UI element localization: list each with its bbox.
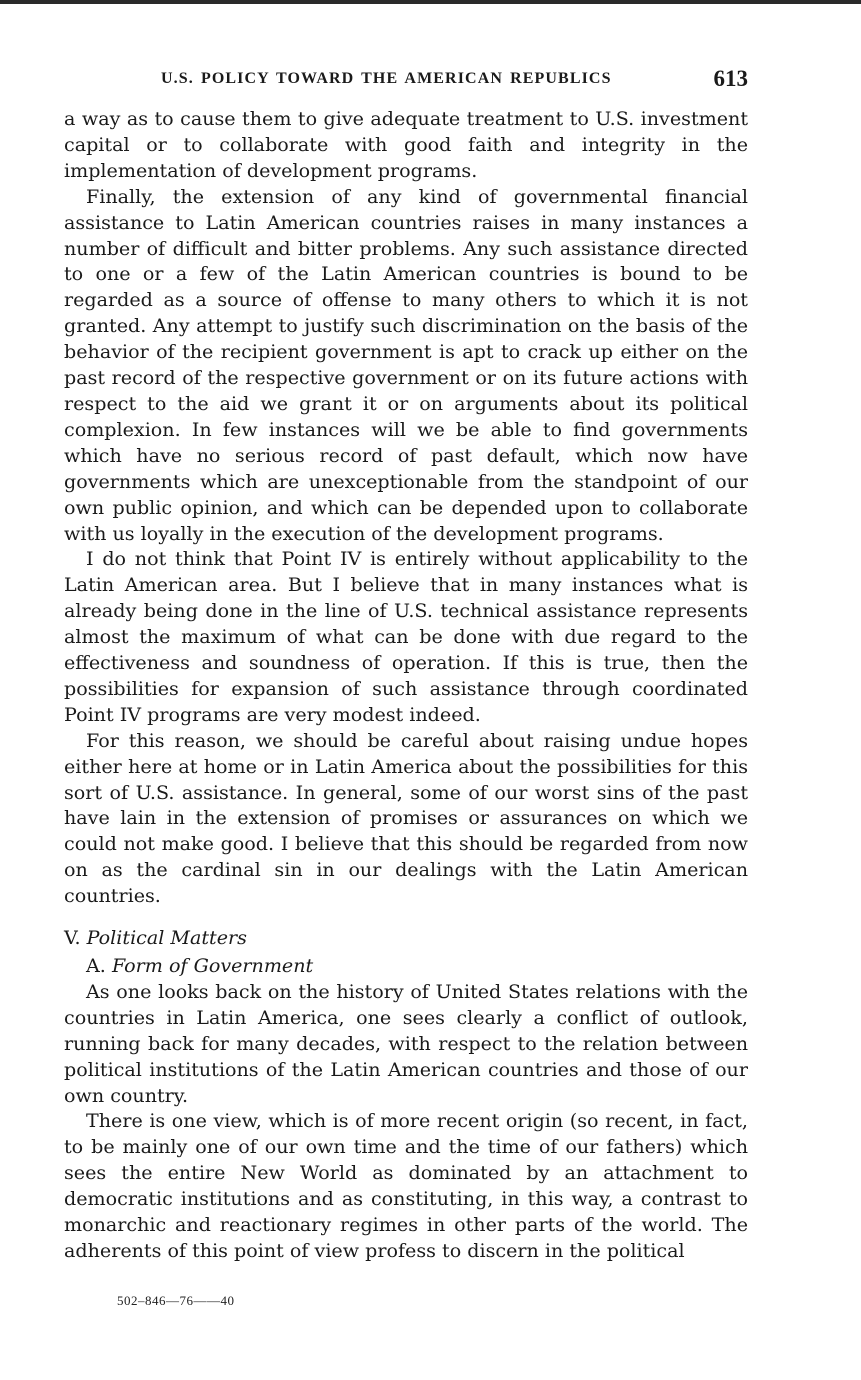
- paragraph-financial-assistance: Finally, the extension of any kind of governmental financial assistance to Latin American countries raises in many instances a number of difficult and bitter problems. Any such assistance directed to one or a few of the Latin American countries is bound to be regarded as a source of offense to many others to which it is not granted. Any attempt to justify such discrimination on the basis of the behavior of the recipient government is apt to crack up either on the past record of the respective government or on its future actions with respect to the aid we grant it or on arguments about its political complexion. In few instances will we be able to find governments which have no serious record of past default, which now have governments which are unexceptionable from the standpoint of our own public opinion, and which can be depended upon to collaborate with us loyally in the execution of the development programs.: [64, 184, 748, 545]
- paragraph-undue-hopes: For this reason, we should be careful about raising undue hopes either here at home or in Latin America about the possibilities for this sort of U.S. assistance. In general, some of our worst sins of the past have lain in the extension of promises or assurances on which we could not make good. I believe that this should be regarded from now on as the cardinal sin in our dealings with the Latin American countries.: [64, 728, 748, 908]
- running-head: [64, 66, 748, 96]
- paragraph-one-view: There is one view, which is of more recent origin (so recent, in fact, to be mainly one of our own time and the time of our fathers) which sees the entire New World as dominated by an attachment to democratic institutions and as constituting, in this way, a contrast to monarchic and reactionary regimes in other parts of the world. The adherents of this point of view profess to discern in the political: [64, 1109, 748, 1262]
- section-title: Political Matters: [86, 926, 247, 950]
- page-number: 613: [713, 66, 748, 91]
- body-text: [64, 106, 748, 1264]
- subsection-number: A.: [86, 954, 106, 977]
- top-border-rule: [0, 0, 861, 4]
- subsection-heading: [86, 953, 748, 979]
- subsection-title: Form of Government: [111, 954, 314, 977]
- section-number: V.: [64, 926, 81, 950]
- paragraph-continued: a way as to cause them to give adequate treatment to U.S. investment capital or to collaborate with good faith and integrity in the implementation of development programs.: [64, 107, 748, 182]
- footer-print-code: 502–846—76——40: [117, 1293, 235, 1308]
- paragraph-point-iv: I do not think that Point IV is entirely without applicability to the Latin American area. But I believe that in many instances what is already being done in the line of U.S. technical assistance represents almost the maximum of what can be done with due regard to the effectiveness and soundness of operation. If this is true, then the possibilities for expansion of such assistance through coordinated Point IV programs are very modest indeed.: [64, 547, 748, 726]
- document-page: [64, 66, 748, 1264]
- running-title: U.S. POLICY TOWARD THE AMERICAN REPUBLICS: [161, 70, 612, 87]
- paragraph-history: As one looks back on the history of United States relations with the countries in Latin America, one sees clearly a conflict of outlook, running back for many decades, with respect to the relation between political institutions of the Latin American countries and those of our own country.: [64, 979, 748, 1107]
- section-heading: [64, 925, 748, 951]
